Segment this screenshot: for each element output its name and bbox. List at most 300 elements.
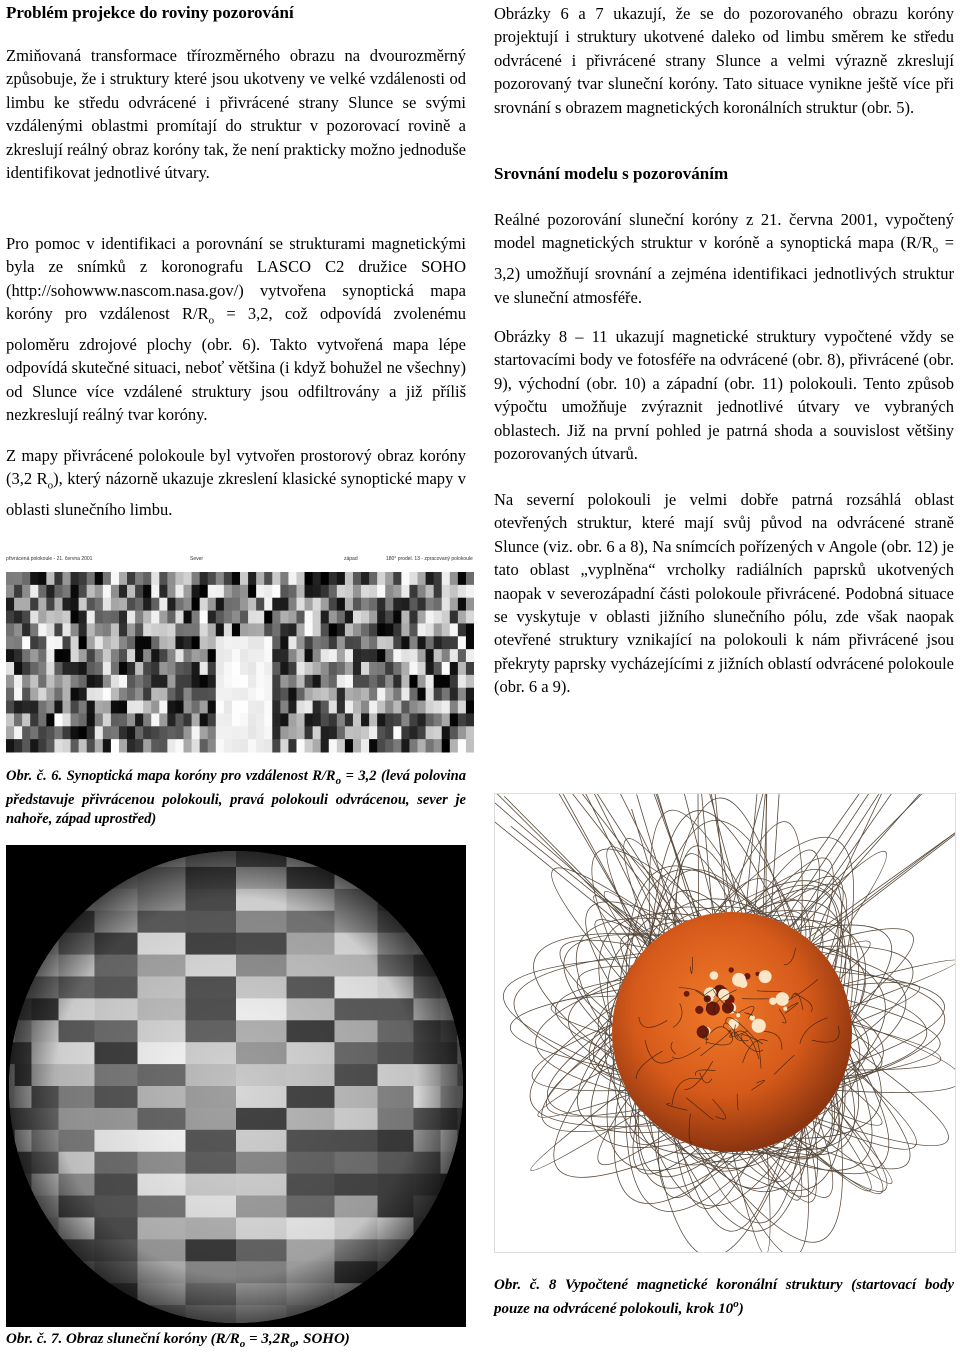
map-cell <box>216 726 225 739</box>
map-cell <box>361 726 370 739</box>
map-cell <box>95 649 104 662</box>
map-cell <box>6 572 15 585</box>
map-cell <box>103 713 112 726</box>
map-cell <box>38 572 47 585</box>
map-cell <box>151 713 160 726</box>
map-cell <box>248 611 257 624</box>
map-cell <box>337 649 346 662</box>
map-cell <box>192 662 201 675</box>
map-cell <box>450 675 459 688</box>
active-region <box>718 989 729 1000</box>
map-cell <box>111 623 120 636</box>
map-cell <box>377 713 386 726</box>
map-cell <box>248 598 257 611</box>
map-cell <box>184 598 193 611</box>
map-cell <box>458 739 467 752</box>
map-cell <box>280 713 289 726</box>
map-cell <box>38 675 47 688</box>
map-cell <box>151 611 160 624</box>
map-cell <box>305 623 314 636</box>
map-cell <box>401 598 410 611</box>
map-cell <box>167 636 176 649</box>
map-cell <box>353 713 362 726</box>
map-cell <box>232 739 241 752</box>
map-cell <box>256 636 265 649</box>
map-cell <box>264 675 273 688</box>
map-cell <box>321 598 330 611</box>
map-cell <box>232 662 241 675</box>
map-cell <box>393 675 402 688</box>
map-cell <box>208 688 217 701</box>
map-cell <box>288 662 297 675</box>
map-cell <box>232 585 241 598</box>
map-cell <box>256 726 265 739</box>
map-cell <box>369 649 378 662</box>
map-cell <box>167 572 176 585</box>
map-cell <box>345 739 354 752</box>
map-cell <box>321 636 330 649</box>
map-cell <box>377 688 386 701</box>
map-cell <box>46 611 55 624</box>
map-cell <box>313 611 322 624</box>
map-cell <box>143 726 152 739</box>
map-cell <box>216 623 225 636</box>
map-cell <box>450 585 459 598</box>
map-cell <box>216 675 225 688</box>
map-cell <box>321 675 330 688</box>
map-cell <box>466 649 474 662</box>
map-cell <box>192 675 201 688</box>
map-cell <box>248 662 257 675</box>
map-cell <box>280 688 289 701</box>
map-cell <box>401 713 410 726</box>
map-cell <box>119 688 128 701</box>
map-cell <box>135 675 144 688</box>
map-cell <box>79 675 88 688</box>
map-cell <box>216 713 225 726</box>
map-cell <box>119 623 128 636</box>
map-cell <box>79 649 88 662</box>
map-cell <box>296 585 305 598</box>
map-cell <box>192 636 201 649</box>
map-cell <box>442 585 451 598</box>
map-cell <box>159 739 168 752</box>
map-cell <box>280 662 289 675</box>
map-cell <box>409 726 418 739</box>
map-cell <box>224 585 233 598</box>
map-cell <box>192 585 201 598</box>
map-cell <box>119 713 128 726</box>
map-cell <box>224 739 233 752</box>
map-cell <box>151 598 160 611</box>
map-cell <box>321 701 330 714</box>
map-cell <box>426 701 435 714</box>
map-cell <box>30 649 39 662</box>
map-cell <box>135 598 144 611</box>
map-cell <box>62 675 71 688</box>
map-cell <box>272 623 281 636</box>
map-cell <box>175 726 184 739</box>
map-cell <box>329 636 338 649</box>
map-cell <box>135 713 144 726</box>
map-cell <box>224 713 233 726</box>
map-cell <box>143 572 152 585</box>
map-cell <box>135 726 144 739</box>
map-cell <box>385 726 394 739</box>
map-cell <box>426 611 435 624</box>
map-cell <box>46 623 55 636</box>
map-cell <box>426 636 435 649</box>
map-cell <box>264 611 273 624</box>
map-cell <box>409 598 418 611</box>
map-cell <box>434 688 443 701</box>
map-cell <box>95 572 104 585</box>
map-cell <box>466 611 474 624</box>
map-cell <box>175 572 184 585</box>
map-cell <box>369 713 378 726</box>
map-cell <box>248 572 257 585</box>
map-cell <box>385 662 394 675</box>
map-cell <box>6 662 15 675</box>
map-cell <box>369 598 378 611</box>
map-cell <box>426 585 435 598</box>
map-cell <box>385 636 394 649</box>
map-cell <box>208 726 217 739</box>
map-cell <box>256 739 265 752</box>
map-cell <box>313 726 322 739</box>
map-cell <box>240 649 249 662</box>
map-cell <box>248 726 257 739</box>
map-cell <box>79 701 88 714</box>
map-cell <box>296 739 305 752</box>
map-cell <box>240 623 249 636</box>
map-cell <box>192 701 201 714</box>
map-cell <box>200 649 209 662</box>
map-cell <box>38 598 47 611</box>
map-cell <box>14 623 23 636</box>
map-cell <box>426 739 435 752</box>
map-cell <box>111 572 120 585</box>
map-cell <box>264 713 273 726</box>
map-cell <box>6 636 15 649</box>
map-cell <box>103 739 112 752</box>
map-cell <box>46 636 55 649</box>
map-cell <box>296 688 305 701</box>
map-cell <box>208 739 217 752</box>
map-cell <box>418 572 427 585</box>
map-cell <box>450 701 459 714</box>
map-cell <box>248 636 257 649</box>
map-cell <box>329 675 338 688</box>
map-cell <box>127 701 136 714</box>
map-cell <box>143 623 152 636</box>
map-cell <box>54 636 63 649</box>
map-cell <box>321 713 330 726</box>
map-cell <box>6 739 15 752</box>
map-cell <box>345 675 354 688</box>
map-cell <box>305 636 314 649</box>
map-cell <box>127 662 136 675</box>
active-region <box>732 973 746 987</box>
map-cell <box>6 713 15 726</box>
map-cell <box>329 611 338 624</box>
synoptic-map-figure <box>6 556 474 756</box>
map-cell <box>54 739 63 752</box>
map-cell <box>296 649 305 662</box>
map-cell <box>442 726 451 739</box>
map-cell <box>46 713 55 726</box>
map-cell <box>143 675 152 688</box>
map-cell <box>369 572 378 585</box>
map-cell <box>111 675 120 688</box>
map-cell <box>458 598 467 611</box>
map-cell <box>87 726 96 739</box>
map-cell <box>377 675 386 688</box>
map-cell <box>458 688 467 701</box>
map-cell <box>103 675 112 688</box>
map-cell <box>6 701 15 714</box>
map-cell <box>159 649 168 662</box>
map-cell <box>296 572 305 585</box>
map-cell <box>111 739 120 752</box>
map-cell <box>192 713 201 726</box>
map-cell <box>224 598 233 611</box>
map-cell <box>418 611 427 624</box>
map-cell <box>288 675 297 688</box>
map-cell <box>22 688 31 701</box>
map-cell <box>353 611 362 624</box>
map-cell <box>256 662 265 675</box>
map-cell <box>369 701 378 714</box>
map-cell <box>434 662 443 675</box>
map-cell <box>119 649 128 662</box>
map-cell <box>385 739 394 752</box>
map-cell <box>184 701 193 714</box>
map-cell <box>159 636 168 649</box>
map-cell <box>208 598 217 611</box>
active-region <box>759 970 772 983</box>
map-cell <box>14 675 23 688</box>
map-cell <box>216 739 225 752</box>
map-cell <box>256 611 265 624</box>
map-cell <box>280 623 289 636</box>
map-cell <box>442 649 451 662</box>
map-header-left: přivrácená polokoule - 21. června 2001 <box>6 556 92 562</box>
map-cell <box>127 726 136 739</box>
map-cell <box>264 688 273 701</box>
map-cell <box>6 688 15 701</box>
map-cell <box>135 611 144 624</box>
map-cell <box>184 713 193 726</box>
map-cell <box>353 623 362 636</box>
map-cell <box>216 688 225 701</box>
map-cell <box>385 623 394 636</box>
paragraph-spatial-image: Z mapy přivrácené polokoule byl vytvořen prostorový obraz koróny (3,2 $R_o$), který názorně ukazuje zkreslení klasické synoptické mapy v oblasti slunečního limbu. <box>6 444 466 522</box>
map-cell <box>95 611 104 624</box>
map-cell <box>151 623 160 636</box>
map-cell <box>159 675 168 688</box>
map-cell <box>14 662 23 675</box>
map-cell <box>224 636 233 649</box>
map-cell <box>240 675 249 688</box>
map-cell <box>305 688 314 701</box>
map-cell <box>288 739 297 752</box>
map-cell <box>313 675 322 688</box>
map-cell <box>79 585 88 598</box>
map-cell <box>22 662 31 675</box>
map-cell <box>393 572 402 585</box>
map-cell <box>305 585 314 598</box>
map-cell <box>305 713 314 726</box>
map-cell <box>143 636 152 649</box>
paragraph-northern-hemisphere: Na severní polokouli je velmi dobře patrná rozsáhlá oblast otevřených struktur, které mají svůj původ na odvrácené straně Slunce (viz. obr. 6 a 8), Na snímcích pořízených v Angole (obr. 12) je tato oblast „vyplněna“ vrcholky radiálních paprsků ukotvených naopak v severozápadní části polokoule přivrácené. Podobná situace se vyskytuje v oblasti jižního slunečního pólu, zde však naopak otevřené struktury vznikající na polokouli k nám přivrácené jsou překryty paprsky vycházejícími z jižních oblastí odvrácené polokoule (obr. 6 a 9). <box>494 488 954 699</box>
map-cell <box>458 572 467 585</box>
map-cell <box>296 713 305 726</box>
map-cell <box>401 726 410 739</box>
map-cell <box>62 572 71 585</box>
map-cell <box>401 688 410 701</box>
map-cell <box>240 726 249 739</box>
map-header-right1: západ <box>344 556 358 562</box>
map-cell <box>466 688 474 701</box>
map-cell <box>369 726 378 739</box>
map-cell <box>240 713 249 726</box>
map-cell <box>240 598 249 611</box>
map-cell <box>232 623 241 636</box>
map-cell <box>280 701 289 714</box>
map-cell <box>6 726 15 739</box>
map-cell <box>167 662 176 675</box>
map-cell <box>87 739 96 752</box>
map-cell <box>442 611 451 624</box>
map-cell <box>71 701 80 714</box>
map-cell <box>418 662 427 675</box>
map-cell <box>272 662 281 675</box>
map-cell <box>337 701 346 714</box>
map-cell <box>127 598 136 611</box>
map-cell <box>30 662 39 675</box>
open-field-line <box>745 794 765 915</box>
map-cell <box>345 688 354 701</box>
map-cell <box>167 726 176 739</box>
map-cell <box>167 713 176 726</box>
map-cell <box>54 675 63 688</box>
map-cell <box>450 739 459 752</box>
map-cell <box>151 649 160 662</box>
map-cell <box>361 636 370 649</box>
map-cell <box>434 636 443 649</box>
map-cell <box>280 598 289 611</box>
map-cell <box>321 726 330 739</box>
map-cell <box>385 572 394 585</box>
map-cell <box>353 585 362 598</box>
map-cell <box>466 585 474 598</box>
map-cell <box>305 662 314 675</box>
map-cell <box>46 701 55 714</box>
map-cell <box>296 675 305 688</box>
active-region <box>697 1026 709 1038</box>
map-cell <box>46 688 55 701</box>
map-cell <box>240 636 249 649</box>
map-cell <box>111 713 120 726</box>
map-cell <box>345 726 354 739</box>
map-cell <box>103 598 112 611</box>
map-cell <box>313 713 322 726</box>
map-cell <box>95 662 104 675</box>
map-cell <box>127 585 136 598</box>
map-cell <box>288 585 297 598</box>
map-cell <box>466 701 474 714</box>
map-cell <box>232 649 241 662</box>
map-cell <box>434 623 443 636</box>
map-cell <box>450 713 459 726</box>
map-cell <box>71 675 80 688</box>
map-cell <box>167 701 176 714</box>
map-cell <box>200 585 209 598</box>
map-cell <box>361 623 370 636</box>
map-cell <box>54 701 63 714</box>
map-cell <box>305 675 314 688</box>
map-cell <box>208 675 217 688</box>
map-cell <box>458 713 467 726</box>
map-cell <box>30 739 39 752</box>
active-region <box>752 1019 766 1033</box>
map-cell <box>87 662 96 675</box>
map-cell <box>337 611 346 624</box>
map-cell <box>393 611 402 624</box>
corona-sphere-figure <box>6 845 466 1327</box>
map-cell <box>143 585 152 598</box>
map-cell <box>248 649 257 662</box>
map-cell <box>426 726 435 739</box>
map-cell <box>256 675 265 688</box>
open-field-line <box>806 801 955 940</box>
map-cell <box>272 675 281 688</box>
map-cell <box>30 675 39 688</box>
map-cell <box>272 739 281 752</box>
map-cell <box>337 688 346 701</box>
paragraph-figures-8-11: Obrázky 8 – 11 ukazují magnetické struktury vypočtené vždy se startovacími body ve fotosféře na odvrácené (obr. 8), přivrácené (obr. 9), východní (obr. 10) a západní (obr. 11) polokouli. Tento způsob výpočtu umožňuje zvýraznit jednotlivé útvary ve vybraných oblastech. Již na první pohled je patrná shoda a souvislost většiny pozorovaných útvarů. <box>494 325 954 465</box>
map-cell <box>62 739 71 752</box>
map-cell <box>38 649 47 662</box>
map-cell <box>240 572 249 585</box>
map-cell <box>313 572 322 585</box>
map-cell <box>345 649 354 662</box>
map-cell <box>401 701 410 714</box>
map-cell <box>30 701 39 714</box>
map-cell <box>216 572 225 585</box>
map-cell <box>232 701 241 714</box>
map-cell <box>232 572 241 585</box>
map-cell <box>159 713 168 726</box>
map-cell <box>256 649 265 662</box>
map-cell <box>38 636 47 649</box>
map-cell <box>458 623 467 636</box>
map-header-right2: 180° prodel. 13 - zpracovaný polokoule <box>386 556 473 562</box>
map-cell <box>167 611 176 624</box>
map-cell <box>256 713 265 726</box>
map-cell <box>119 701 128 714</box>
map-cell <box>208 713 217 726</box>
map-cell <box>111 611 120 624</box>
map-cell <box>208 623 217 636</box>
map-cell <box>418 675 427 688</box>
map-cell <box>208 649 217 662</box>
map-cell <box>87 611 96 624</box>
map-cell <box>30 572 39 585</box>
map-cell <box>175 713 184 726</box>
map-cell <box>62 701 71 714</box>
